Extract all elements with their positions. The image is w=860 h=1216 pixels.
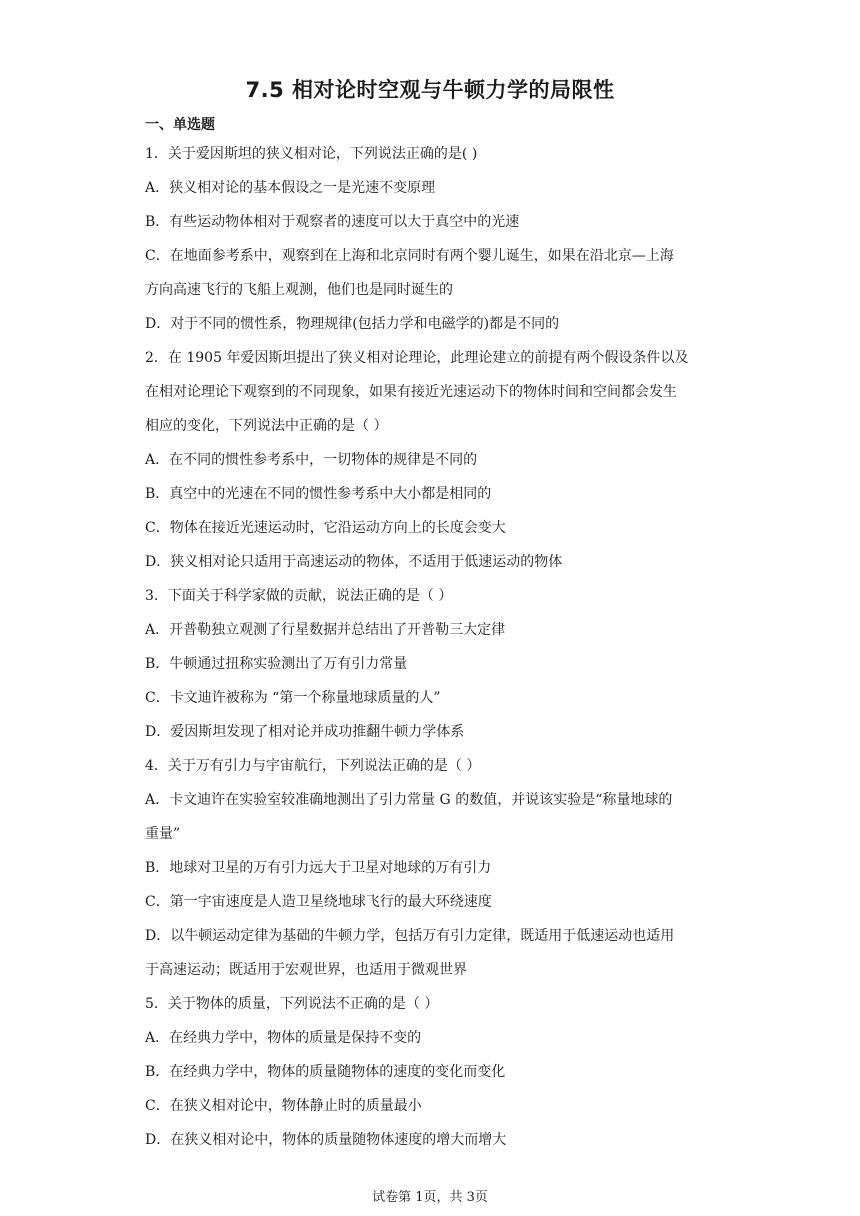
question-5: [145, 987, 720, 1157]
question-stem-line: 1．关于爱因斯坦的狭义相对论，下列说法正确的是( ): [145, 146, 478, 162]
section-heading: 一、单选题: [145, 117, 215, 133]
question-stem-line: 4．关于万有引力与宇宙航行，下列说法正确的是（ ）: [145, 758, 481, 774]
option-b-line: B．有些运动物体相对于观察者的速度可以大于真空中的光速: [145, 214, 520, 230]
question-stem-line: 相应的变化，下列说法中正确的是（ ）: [145, 418, 388, 434]
page-footer: 试卷第 1页，共 3页: [372, 1190, 488, 1205]
option-a-line: 重量”: [145, 826, 181, 842]
option-b-line: B．牛顿通过扭称实验测出了万有引力常量: [145, 656, 408, 672]
question-stem-line: 3．下面关于科学家做的贡献，说法正确的是（ ）: [145, 588, 453, 604]
option-c-line: 方向高速飞行的飞船上观测，他们也是同时诞生的: [145, 282, 453, 298]
question-stem-line: 在相对论理论下观察到的不同现象，如果有接近光速运动下的物体时间和空间都会发生: [145, 384, 677, 400]
option-a-line: A．开普勒独立观测了行星数据并总结出了开普勒三大定律: [145, 622, 506, 638]
option-c-line: C．卡文迪许被称为 “第一个称量地球质量的人”: [145, 690, 441, 706]
option-d-line: D．狭义相对论只适用于高速运动的物体，不适用于低速运动的物体: [145, 554, 563, 570]
option-d-line: 于高速运动；既适用于宏观世界，也适用于微观世界: [145, 962, 467, 978]
question-4: [145, 749, 720, 987]
option-b-line: B．在经典力学中，物体的质量随物体的速度的变化而变化: [145, 1064, 506, 1080]
option-d-line: D．对于不同的惯性系，物理规律(包括力学和电磁学的)都是不同的: [145, 316, 560, 332]
question-1: [145, 137, 720, 341]
question-2: [145, 341, 720, 579]
option-d-line: D．以牛顿运动定律为基础的牛顿力学，包括万有引力定律，既适用于低速运动也适用: [145, 928, 675, 944]
option-c-line: C．在狭义相对论中，物体静止时的质量最小: [145, 1098, 422, 1114]
question-3: [145, 579, 720, 749]
option-b-line: B．真空中的光速在不同的惯性参考系中大小都是相同的: [145, 486, 492, 502]
option-a-line: A．卡文迪许在实验室较准确地测出了引力常量 G 的数值，并说该实验是“称量地球的: [145, 792, 673, 808]
option-d-line: D．爱因斯坦发现了相对论并成功推翻牛顿力学体系: [145, 724, 465, 740]
option-a-line: A．在不同的惯性参考系中，一切物体的规律是不同的: [145, 452, 478, 468]
question-stem-line: 5．关于物体的质量，下列说法不正确的是（ ）: [145, 996, 439, 1012]
option-d-line: D．在狭义相对论中，物体的质量随物体速度的增大而增大: [145, 1132, 507, 1148]
option-c-line: C．第一宇宙速度是人造卫星绕地球飞行的最大环绕速度: [145, 894, 492, 910]
option-b-line: B．地球对卫星的万有引力远大于卫星对地球的万有引力: [145, 860, 492, 876]
option-a-line: A．在经典力学中，物体的质量是保持不变的: [145, 1030, 422, 1046]
question-list: [145, 137, 720, 1157]
question-stem-line: 2．在 1905 年爱因斯坦提出了狭义相对论理论，此理论建立的前提有两个假设条件以及: [145, 350, 689, 366]
option-c-line: C．在地面参考系中，观察到在上海和北京同时有两个婴儿诞生，如果在沿北京—上海: [145, 248, 674, 264]
page-title: 7.5 相对论时空观与牛顿力学的局限性: [245, 78, 615, 102]
option-c-line: C．物体在接近光速运动时，它沿运动方向上的长度会变大: [145, 520, 506, 536]
option-a-line: A．狭义相对论的基本假设之一是光速不变原理: [145, 180, 436, 196]
